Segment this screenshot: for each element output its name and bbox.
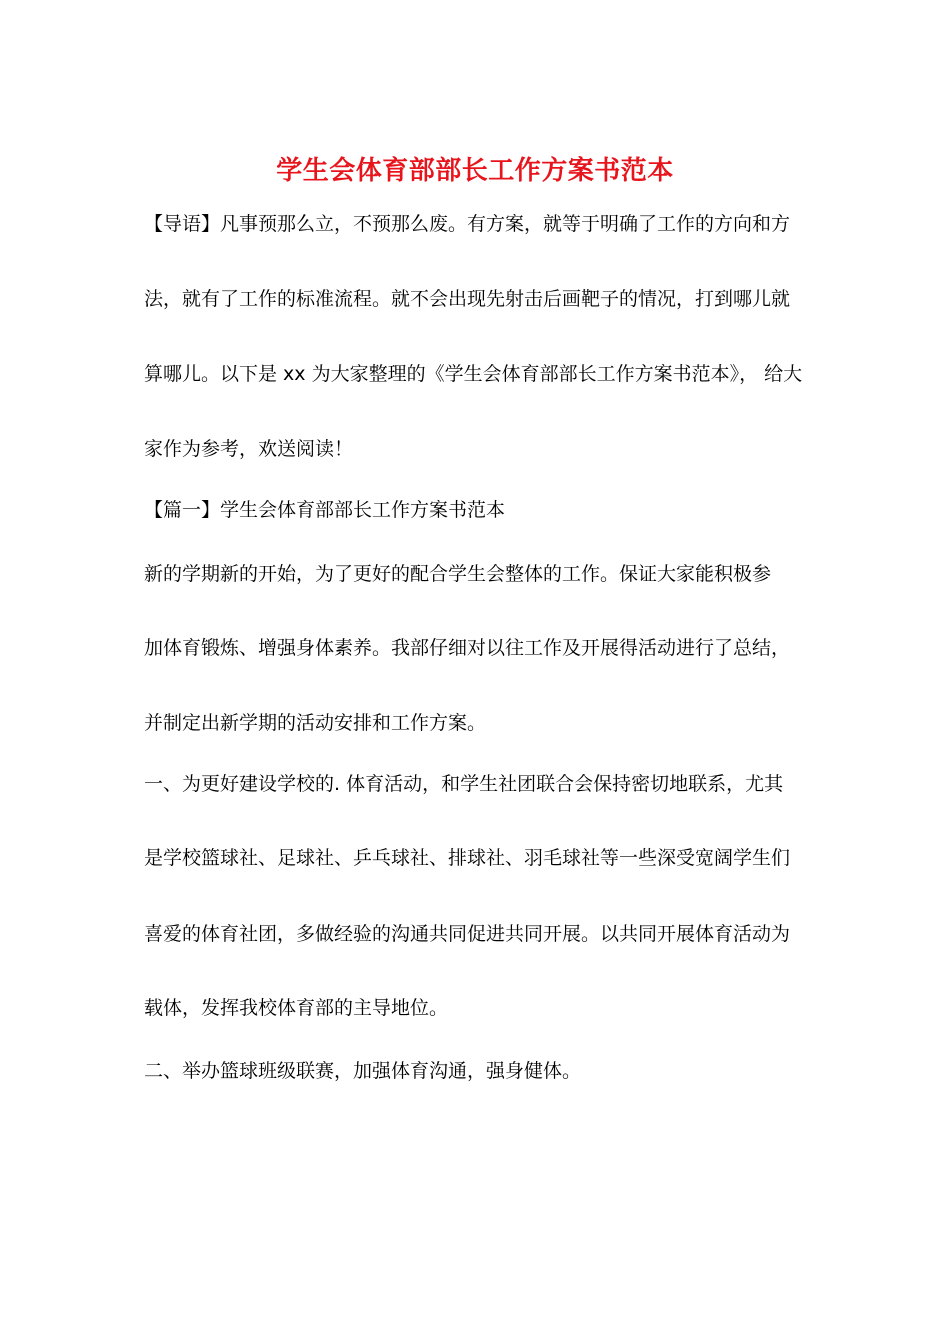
paragraph-line: 新的学期新的开始，为了更好的配合学生会整体的工作。保证大家能积极参 bbox=[144, 563, 772, 585]
paragraph-line: 法，就有了工作的标准流程。就不会出现先射击后画靶子的情况，打到哪儿就 bbox=[144, 288, 791, 310]
paragraph-line: 【导语】凡事预那么立，不预那么废。有方案，就等于明确了工作的方向和方 bbox=[144, 213, 791, 235]
paragraph-line: 算哪儿。以下是 xx 为大家整理的《学生会体育部部长工作方案书范本》， 给大 bbox=[144, 363, 803, 385]
paragraph-line: 二、举办篮球班级联赛，加强体育沟通，强身健体。 bbox=[144, 1060, 582, 1082]
document-title: 学生会体育部部长工作方案书范本 bbox=[276, 156, 674, 186]
paragraph-line: 并制定出新学期的活动安排和工作方案。 bbox=[144, 712, 487, 734]
paragraph-line: 载体，发挥我校体育部的主导地位。 bbox=[144, 997, 449, 1019]
paragraph-line: 加体育锻炼、增强身体素养。我部仔细对以往工作及开展得活动进行了总结， bbox=[144, 637, 791, 659]
paragraph-line: 家作为参考，欢送阅读！ bbox=[144, 438, 354, 460]
section-heading: 【篇一】学生会体育部部长工作方案书范本 bbox=[144, 499, 506, 521]
paragraph-line: 是学校篮球社、足球社、乒乓球社、排球社、羽毛球社等一些深受宽阔学生们 bbox=[144, 847, 791, 869]
paragraph-line: 一、为更好建设学校的. 体育活动，和学生社团联合会保持密切地联系，尤其 bbox=[144, 773, 784, 795]
paragraph-line: 喜爱的体育社团，多做经验的沟通共同促进共同开展。以共同开展体育活动为 bbox=[144, 923, 791, 945]
